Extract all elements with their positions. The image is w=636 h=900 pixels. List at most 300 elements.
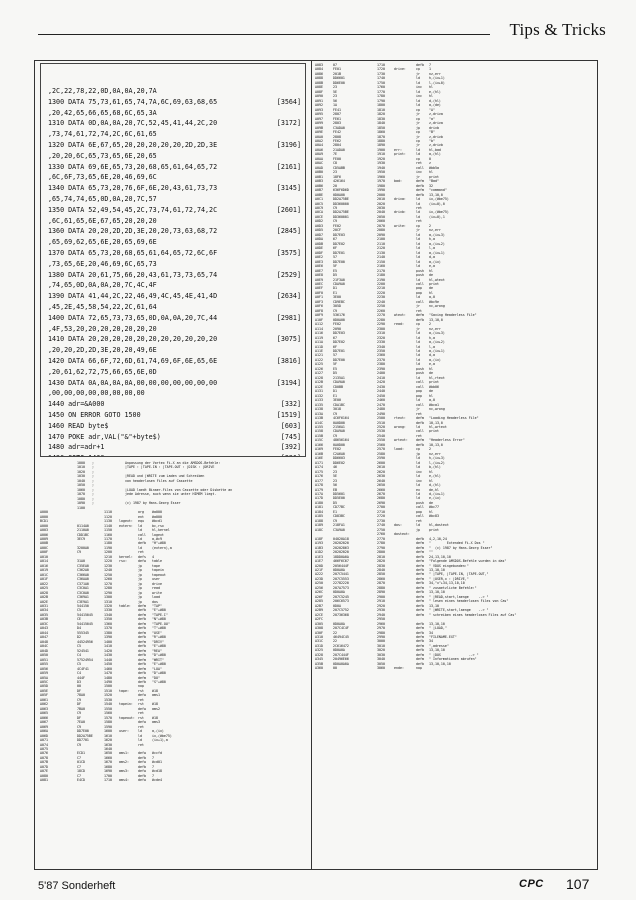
asm-operand: l,(ix+2): [429, 460, 445, 465]
asm-opcode: jr: [416, 134, 420, 139]
asm-operand: #18: [152, 715, 158, 720]
asm-hex: DD5E00: [333, 496, 345, 501]
asm-hex: DD7E00: [333, 357, 345, 362]
asm-opcode: ld: [416, 98, 420, 103]
asm-opcode: defm: [416, 550, 424, 555]
asm-hex: C9: [77, 742, 81, 747]
asm-address: A11E: [315, 349, 323, 353]
basic-checksum: [2845]: [276, 227, 301, 236]
asm-address: A285: [315, 599, 323, 604]
asm-hex: 444F: [77, 675, 85, 680]
asm-opcode: defb: [138, 662, 146, 667]
asm-hex: FE61: [333, 116, 341, 121]
asm-label: ams2:: [119, 760, 129, 765]
asm-opcode: defm: [138, 648, 146, 653]
asm-opcode: defm: [138, 621, 146, 626]
asm-address: A35B: [315, 661, 323, 666]
asm-hex: 22782220: [333, 581, 349, 586]
asm-address: A07B: [40, 760, 48, 765]
asm-line-number: 2190: [377, 277, 385, 282]
asm-hex: 4C6F6164: [333, 416, 349, 421]
asm-line-number: 2220: [377, 290, 385, 295]
asm-hex: 04020A18: [333, 536, 349, 541]
asm-address: A0E7: [315, 268, 323, 273]
asm-line-number: 2250: [377, 304, 385, 309]
asm-opcode: defb: [138, 764, 146, 769]
asm-hex: E5: [333, 366, 337, 371]
asm-hex: 636F6D6D: [333, 188, 349, 193]
asm-line-number: 1300: [104, 595, 112, 600]
asm-line-number: 1490: [104, 679, 112, 684]
asm-address: A010: [40, 554, 48, 559]
asm-address: A05C: [40, 679, 48, 684]
asm-hex: 20202020: [333, 550, 349, 555]
asm-hex: 0114A0: [77, 523, 89, 528]
asm-line-number: 2010: [377, 197, 385, 202]
asm-address: A061: [40, 697, 48, 702]
basic-line: [48, 453, 301, 457]
asm-line-number: 1350: [104, 617, 112, 622]
asm-hex: 2090: [333, 326, 341, 331]
basic-code: 1340 DATA 65,73,20,76,6F,6E,20,43,61,73,73: [48, 184, 218, 193]
asm-opcode: cp: [416, 156, 420, 161]
asm-address: A222: [315, 572, 323, 577]
basic-line: [48, 291, 301, 302]
asm-opcode: ld: [416, 483, 420, 488]
asm-operand: "H"+#80: [152, 541, 166, 546]
asm-address: A345: [315, 657, 323, 662]
asm-hex: C3A9A0: [333, 527, 345, 532]
asm-operand: logext: [152, 532, 164, 537]
asm-operand: z: [429, 161, 431, 166]
asm-line-number: 2450: [377, 393, 385, 398]
asm-operand: e,a: [429, 362, 435, 367]
asm-hex: CDD1BC: [77, 532, 89, 537]
basic-checksum: [332]: [280, 400, 301, 409]
asm-line-number: 1240: [104, 568, 112, 573]
asm-hex: C4: [77, 653, 81, 658]
asm-line-number: 1590: [104, 724, 112, 729]
asm-opcode: defm: [416, 594, 424, 599]
asm-line-number: 2760: [377, 532, 385, 537]
asm-opcode: jr: [416, 121, 420, 126]
basic-code: 1400 DATA 72,65,73,73,65,0D,0A,0A,20,7C,44: [48, 313, 218, 322]
asm-operand: "Headerless Error": [429, 438, 465, 443]
basic-line: [48, 270, 301, 281]
asm-opcode: defb: [416, 420, 424, 425]
asm-opcode: defm: [416, 438, 424, 443]
asm-opcode: call: [416, 429, 424, 434]
asm-line-number: 1820: [377, 112, 385, 117]
asm-label: ams4:: [119, 778, 129, 783]
asm-line-number: 1690: [104, 769, 112, 774]
asm-address: A193: [315, 541, 323, 546]
asm-operand: 32: [429, 183, 433, 188]
asm-operand: 2: [429, 447, 431, 452]
asm-line-number: 2540: [377, 433, 385, 438]
asm-address: A022: [40, 581, 48, 586]
asm-line-number: 1260: [104, 577, 112, 582]
asm-line-number: 2360: [377, 353, 385, 358]
asm-label: wrtext:: [394, 438, 408, 443]
basic-line: [48, 97, 301, 108]
asm-operand: write: [152, 590, 162, 595]
asm-operand: "Bad": [429, 179, 439, 184]
asm-line-number: 1950: [377, 170, 385, 175]
asm-opcode: defb: [138, 541, 146, 546]
asm-opcode: jp: [138, 590, 142, 595]
asm-hex: 67: [333, 237, 337, 242]
asm-hex: 54415045: [77, 612, 93, 617]
asm-line-number: 2490: [377, 411, 385, 416]
asm-line-number: 1900: [377, 147, 385, 152]
asm-line-number: 1090: [77, 501, 85, 506]
asm-hex: 20736368: [333, 612, 349, 617]
asm-opcode: call: [416, 281, 424, 286]
asm-opcode: defm: [416, 416, 424, 421]
asm-operand: 4: [152, 554, 154, 559]
asm-opcode: ret: [416, 219, 422, 224]
asm-line: [315, 666, 595, 670]
asm-line-number: 1520: [104, 693, 112, 698]
asm-opcode: ld: [138, 528, 142, 533]
asm-operand: " Informationen abrufen": [429, 657, 477, 662]
asm-hex: E5: [333, 268, 337, 273]
asm-opcode: ld: [416, 259, 420, 264]
asm-address: A0D2: [315, 219, 323, 224]
asm-address: A0F1: [315, 295, 323, 300]
asm-address: A006: [40, 532, 48, 537]
basic-code: 1470 POKE adr,VAL("&"+byte$): [48, 432, 161, 441]
asm-line-number: 2890: [377, 590, 385, 595]
asm-operand: " Extended Fi-X Dos ": [429, 541, 485, 546]
asm-hex: C7: [77, 755, 81, 760]
asm-label: ;: [92, 487, 94, 492]
asm-hex: 536176: [333, 313, 345, 318]
asm-address: A184: [315, 509, 323, 514]
asm-operand: hl: [429, 268, 433, 273]
asm-line-number: 2820: [377, 559, 385, 564]
asm-operand: (c) 1987 by Hans-Georg Esser: [125, 501, 181, 506]
asm-operand: (ix+0),0: [429, 201, 445, 206]
asm-operand: dos: [152, 599, 158, 604]
asm-address: A181: [315, 505, 323, 510]
asm-opcode: inc: [416, 469, 422, 474]
asm-opcode: inc: [416, 94, 422, 99]
asm-hex: 01CD: [77, 760, 85, 765]
asm-hex: C36AA0: [77, 577, 89, 582]
asm-address: A31C: [315, 639, 323, 644]
asm-address: A04C: [40, 644, 48, 649]
asm-opcode: pop: [416, 286, 422, 291]
asm-hex: 18F6: [333, 174, 341, 179]
asm-address: A01F: [40, 577, 48, 582]
basic-line: [48, 172, 301, 183]
asm-address: A031: [40, 604, 48, 608]
asm-address: A0F8: [315, 308, 323, 313]
asm-opcode: ret: [138, 697, 144, 702]
basic-line: [48, 302, 301, 313]
asm-line-number: 2110: [377, 241, 385, 246]
asm-address: A00C: [40, 545, 48, 550]
asm-opcode: jr: [416, 326, 420, 331]
basic-listing: [40, 63, 306, 457]
asm-line-number: 1930: [377, 161, 385, 166]
asm-address: A0F6: [315, 304, 323, 309]
asm-line-number: 2830: [377, 563, 385, 568]
asm-line-number: 1560: [104, 711, 112, 716]
asm-opcode: defb: [416, 442, 424, 447]
asm-line-number: 1460: [104, 666, 112, 671]
asm-address: A171: [315, 460, 323, 465]
asm-operand: "LOA": [152, 666, 162, 671]
asm-hex: 2156A1: [333, 424, 345, 429]
asm-operand: "A": [429, 107, 435, 112]
asm-address: A0DF: [315, 250, 323, 255]
asm-hex: 20202020: [333, 541, 349, 546]
asm-operand: bc,rsx: [152, 523, 164, 528]
asm-opcode: ld: [416, 103, 420, 108]
asm-line-number: 1740: [377, 76, 385, 81]
asm-label: wtext:: [394, 313, 406, 318]
asm-address: A2B7: [315, 603, 323, 608]
asm-address: A305: [315, 621, 323, 626]
asm-opcode: defm: [416, 541, 424, 546]
basic-line: [48, 118, 301, 129]
asm-hex: E1: [333, 290, 337, 295]
basic-checksum: [281, 453, 301, 457]
asm-operand: #cd01: [152, 760, 162, 765]
asm-label: ;: [92, 474, 94, 479]
asm-operand: a,(ix+2): [429, 340, 445, 345]
asm-operand: "S"+#80: [152, 679, 166, 684]
asm-line-number: 1760: [377, 85, 385, 90]
asm-opcode: jp: [416, 451, 420, 456]
asm-hex: 57524954: [77, 657, 93, 662]
basic-line: [48, 140, 301, 151]
asm-hex: C9: [333, 433, 337, 438]
asm-line-number: 2530: [377, 429, 385, 434]
asm-address: A003: [40, 528, 48, 533]
asm-opcode: ld: [416, 335, 420, 340]
asm-opcode: ex: [416, 487, 420, 492]
asm-hex: 0D0A00: [333, 317, 345, 322]
asm-hex: 20496E66: [333, 657, 349, 662]
asm-hex: C9: [333, 308, 337, 313]
asm-operand: "Folgende AMSDOS-Befehle wurden in das": [429, 559, 507, 564]
asm-operand: ix,(#be75): [152, 733, 172, 738]
asm-address: A048: [40, 639, 48, 644]
asm-hex: 18CD: [77, 769, 85, 774]
asm-address: A080: [40, 773, 48, 778]
asm-operand: 34: [429, 630, 433, 635]
asm-address: A16E: [315, 456, 323, 461]
asm-hex: 555345: [77, 630, 89, 635]
asm-address: A31D: [315, 643, 323, 648]
asm-operand: h,a: [429, 335, 435, 340]
asm-line-number: 2390: [377, 366, 385, 371]
basic-line: [48, 86, 301, 97]
asm-address: A078: [40, 755, 48, 760]
asm-address: A256: [315, 585, 323, 590]
asm-line-number: 2810: [377, 554, 385, 559]
asm-hex: 2808: [333, 134, 341, 139]
asm-line-number: 2260: [377, 308, 385, 313]
asm-opcode: rst: [138, 715, 144, 720]
asm-address: A0DE: [315, 246, 323, 251]
asm-opcode: defw: [138, 760, 146, 765]
asm-operand: ix,(#be75): [429, 210, 449, 215]
asm-line-number: 2300: [377, 326, 385, 331]
asm-opcode: ld: [416, 250, 420, 255]
asm-address: A10F: [315, 317, 323, 322]
basic-line: [48, 237, 301, 248]
asm-address: A0EC: [315, 281, 323, 286]
asm-address: A0CE: [315, 214, 323, 219]
basic-checksum: [745]: [280, 432, 301, 441]
asm-line-number: 1800: [377, 103, 385, 108]
asm-line-number: 2500: [377, 416, 385, 421]
basic-code: 1300 DATA 75,73,61,65,74,7A,6C,69,63,68,65: [48, 97, 218, 106]
asm-operand: a,(ix+3): [429, 232, 445, 237]
asm-opcode: ld: [416, 496, 420, 501]
asm-opcode: cp: [416, 447, 420, 452]
asm-opcode: ld: [416, 241, 420, 246]
asm-label: load:: [394, 447, 404, 452]
asm-hex: FE00: [333, 156, 341, 161]
asm-opcode: defm: [416, 612, 424, 617]
asm-opcode: ld: [416, 331, 420, 336]
asm-opcode: ld: [138, 536, 142, 541]
asm-address: A07E: [40, 769, 48, 774]
asm-opcode: ld: [416, 89, 420, 94]
asm-hex: 20202863: [333, 545, 349, 550]
asm-address: A114: [315, 326, 323, 331]
asm-line-number: 1810: [377, 107, 385, 112]
asm-operand: ix,(#be75): [429, 197, 449, 202]
asm-address: A000: [40, 510, 48, 515]
asm-opcode: defw: [138, 559, 146, 564]
basic-checksum: [3196]: [276, 140, 301, 149]
asm-line-number: 1750: [377, 80, 385, 85]
asm-hex: C35EA0: [77, 563, 89, 568]
asm-line-number: 2770: [377, 536, 385, 541]
basic-line: [48, 334, 301, 345]
asm-opcode: org: [138, 510, 144, 515]
asm-address: A11A: [315, 340, 323, 345]
asm-address: A051: [40, 657, 48, 662]
basic-code: ,4F,53,20,20,20,20,20,20,20: [48, 324, 157, 333]
asm-operand: "TAPE.I": [152, 612, 168, 617]
asm-operand: z,driva: [429, 112, 443, 117]
asm-address: A2FC: [315, 617, 323, 622]
asm-hex: D5: [333, 273, 337, 278]
asm-hex: DD6E02: [333, 460, 345, 465]
asm-line-number: 1310: [104, 599, 112, 604]
asm-line-number: 1960: [377, 174, 385, 179]
asm-operand: hl: [429, 509, 433, 514]
asm-opcode: defw: [138, 778, 146, 783]
asm-hex: DF: [77, 715, 81, 720]
asm-address: A025: [40, 586, 48, 591]
asm-line-number: 1270: [104, 581, 112, 586]
asm-opcode: defb: [416, 183, 424, 188]
asm-address: A17A: [315, 492, 323, 496]
asm-operand: d,a: [429, 255, 435, 260]
asm-hex: D2: [77, 635, 81, 640]
asm-address: A014: [40, 559, 48, 564]
asm-hex: 23: [333, 94, 337, 99]
asm-line-number: 2030: [377, 206, 385, 210]
asm-operand: #18: [152, 688, 158, 693]
asm-opcode: ld: [416, 197, 420, 202]
asm-hex: FE01: [333, 67, 341, 72]
asm-label: logext:: [119, 519, 133, 524]
asm-address: A0A4: [315, 143, 323, 148]
asm-operand: a,(de): [429, 103, 441, 108]
asm-hex: 22: [333, 639, 337, 644]
asm-operand: drive: [152, 581, 162, 586]
asm-opcode: ld: [416, 295, 420, 300]
asm-label: tapein:: [119, 702, 133, 707]
asm-hex: 00: [77, 684, 81, 689]
basic-code: 1440 adr=&A000: [48, 400, 105, 409]
asm-opcode: ret: [416, 161, 422, 166]
basic-checksum: [2634]: [276, 292, 301, 301]
asm-line-number: 1220: [104, 559, 112, 564]
basic-code: 1410 DATA 20,20,20,20,20,20,20,20,20,20,20: [48, 335, 218, 344]
asm-line-number: 1470: [104, 671, 112, 676]
asm-line-number: 1840: [377, 121, 385, 126]
asm-operand: "command": [429, 188, 447, 193]
asm-hex: DD2A75BE: [77, 733, 93, 738]
asm-operand: e,(hl): [429, 474, 441, 479]
asm-opcode: defm: [416, 559, 424, 564]
asm-operand: 13,10,0: [429, 317, 443, 322]
asm-line-number: 2580: [377, 451, 385, 456]
asm-hex: 0A0D00: [333, 442, 345, 447]
asm-operand: d,(hl): [429, 98, 441, 103]
asm-hex: C9: [333, 518, 337, 523]
asm-hex: C8: [333, 161, 337, 166]
asm-opcode: rst: [138, 688, 144, 693]
asm-hex: C371A0: [77, 581, 89, 586]
asm-hex: 54415045: [77, 621, 93, 626]
asm-line-number: 1570: [104, 715, 112, 720]
asm-address: A092: [315, 103, 323, 108]
asm-line-number: 2050: [377, 214, 385, 219]
asm-address: A185: [315, 514, 323, 519]
asm-address: A03C: [40, 621, 48, 626]
asm-operand: 7: [152, 773, 154, 778]
asm-opcode: ld: [416, 76, 420, 81]
asm-address: A166: [315, 442, 323, 447]
asm-line-number: 1420: [104, 648, 112, 653]
asm-line-number: 1480: [104, 675, 112, 680]
asm-operand: a,(ix+1): [429, 250, 445, 255]
asm-opcode: inc: [416, 478, 422, 483]
asm-operand: de: [429, 500, 433, 505]
asm-opcode: ld: [138, 733, 142, 738]
basic-line: [48, 399, 301, 410]
asm-hex: 1A: [333, 103, 337, 108]
asm-opcode: ent: [138, 514, 144, 519]
basic-code: 1390 DATA 41,44,2C,22,46,49,4C,45,4E,41,4D: [48, 292, 218, 301]
asm-line-number: 1530: [104, 697, 112, 702]
asm-opcode: ld: [416, 214, 420, 219]
asm-line-number: 1780: [377, 94, 385, 99]
asm-hex: CDA9A0: [333, 380, 345, 385]
